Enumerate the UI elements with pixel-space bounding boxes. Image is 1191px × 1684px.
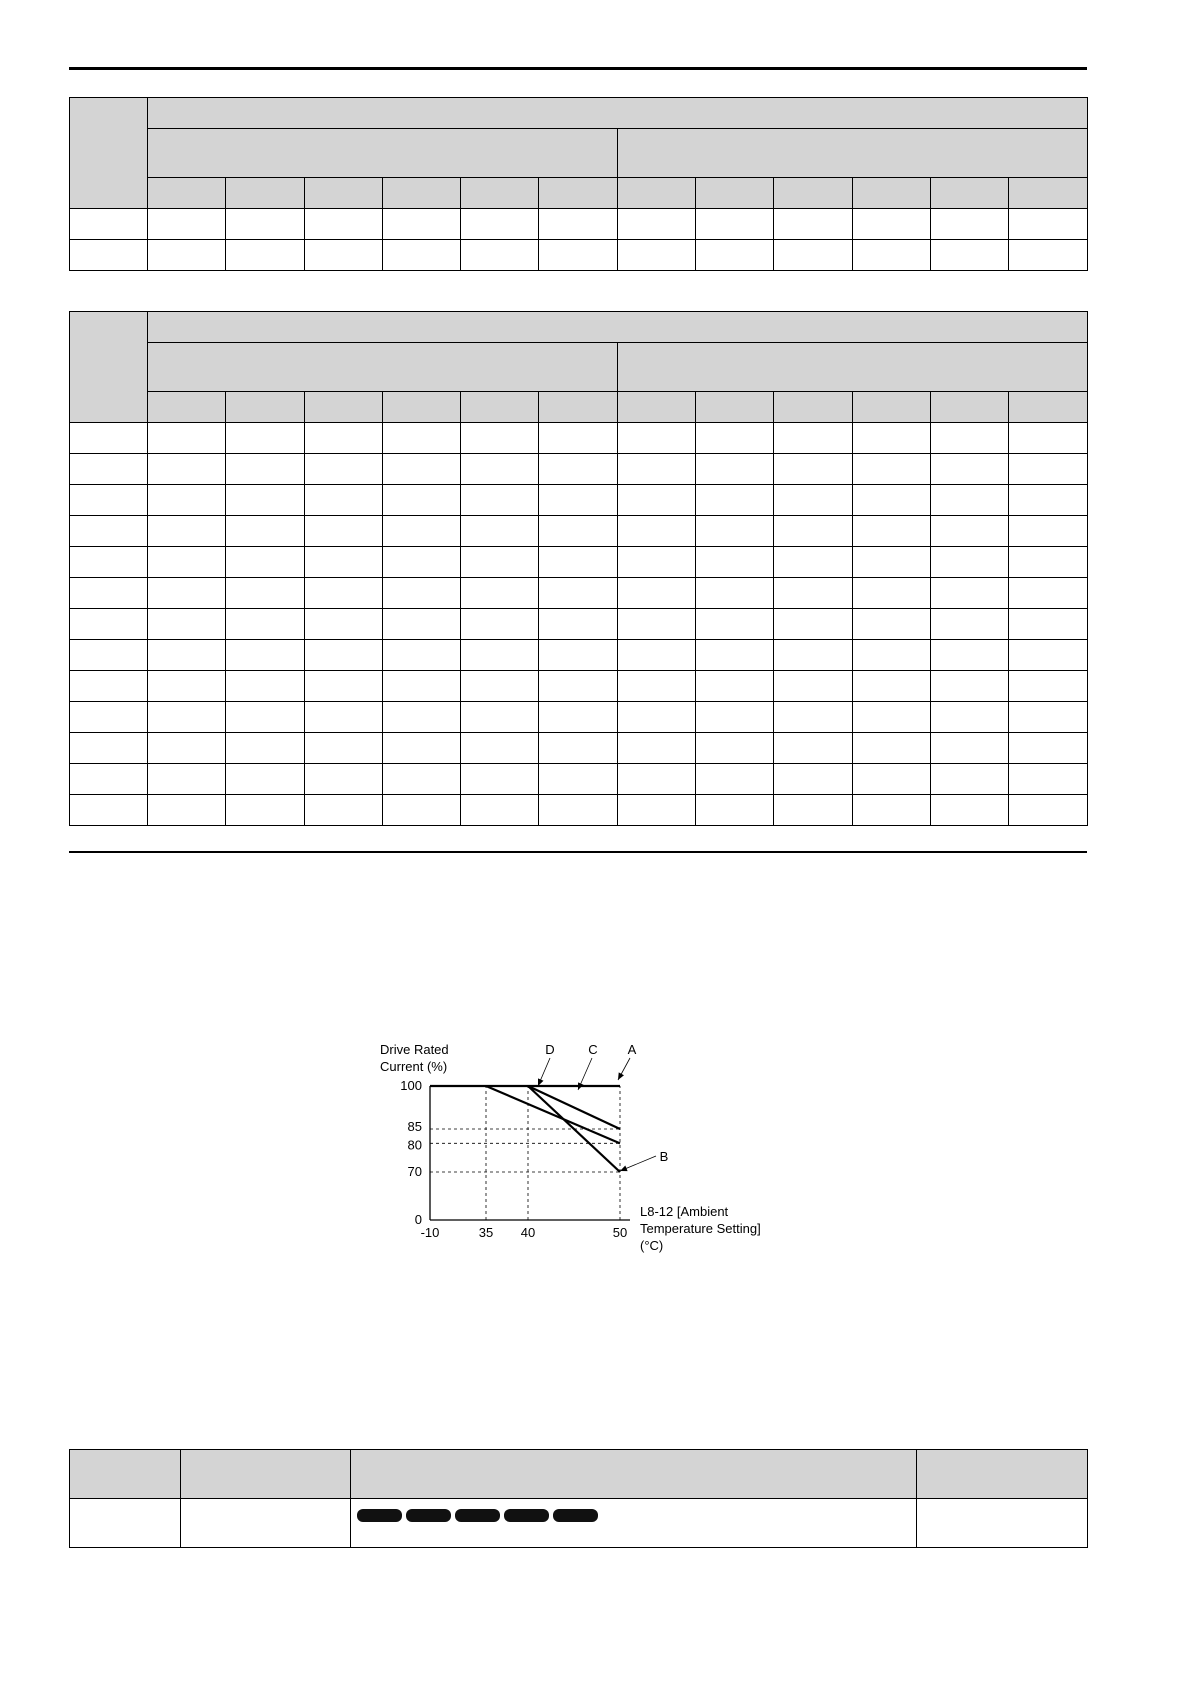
table-cell [148,485,226,516]
table-cell [382,516,460,547]
table-cell [304,516,382,547]
series-line-b [486,1086,620,1143]
table-cell [461,547,539,578]
callout-label-c: C [588,1042,598,1057]
column-header [226,178,304,209]
table-cell [382,485,460,516]
table-cell [70,240,148,271]
cell [181,1499,351,1548]
y-tick-label: 0 [414,1212,422,1227]
parameter-table-row [70,1499,1088,1548]
table-cell [382,609,460,640]
table-cell [930,795,1008,826]
table-cell [617,733,695,764]
table-cell [461,516,539,547]
table-cell [852,578,930,609]
table-cell [382,209,460,240]
table-cell [226,485,304,516]
control-mode-badge [455,1509,500,1522]
table-cell [930,671,1008,702]
table-cell [617,423,695,454]
cell [917,1499,1088,1548]
table-cell [539,795,617,826]
table-cell [852,423,930,454]
table-cell [539,423,617,454]
table-cell [461,702,539,733]
table-cell [148,733,226,764]
table-cell [226,454,304,485]
table-cell [539,609,617,640]
table-cell [304,733,382,764]
table-cell [148,516,226,547]
table-cell [696,454,774,485]
table-cell [304,795,382,826]
table-cell [226,423,304,454]
table-cell [539,209,617,240]
table-cell [696,578,774,609]
table-header-row-2 [70,343,1088,392]
table-cell [617,485,695,516]
table-cell [539,578,617,609]
control-mode-badge [504,1509,549,1522]
parameter-table [69,1449,1088,1548]
table-cell [617,516,695,547]
table-cell [852,485,930,516]
table-cell [852,209,930,240]
control-mode-badge [406,1509,451,1522]
table-row [70,485,1088,516]
table-cell [382,640,460,671]
y-tick-label: 80 [407,1137,422,1153]
y-axis-label: Drive Rated [380,1042,449,1057]
table-cell [461,454,539,485]
table-cell [930,485,1008,516]
subgroup-header [148,129,618,178]
top-rule [69,67,1087,70]
table-cell [1009,733,1087,764]
table-cell [461,795,539,826]
table-row [70,640,1088,671]
table-cell [696,671,774,702]
group-header [148,98,1088,129]
table-cell [70,609,148,640]
table-cell [148,423,226,454]
table-cell [461,671,539,702]
column-header [382,392,460,423]
table-cell [304,240,382,271]
column-header [852,392,930,423]
table-cell [461,485,539,516]
table-cell [1009,423,1087,454]
table-cell [539,733,617,764]
table-cell [774,733,852,764]
control-mode-badge [553,1509,598,1522]
table-cell [930,454,1008,485]
header-cell [917,1450,1088,1499]
group-header [148,312,1088,343]
column-header [696,178,774,209]
table-cell [774,795,852,826]
table-row [70,454,1088,485]
table-cell [696,240,774,271]
table-cell [852,516,930,547]
table-header-row-1 [70,98,1088,129]
table-cell [304,671,382,702]
column-header [617,178,695,209]
y-tick-label: 70 [407,1164,422,1179]
table-cell [148,454,226,485]
table-cell [70,516,148,547]
table-cell [930,209,1008,240]
table-header-row-1 [70,312,1088,343]
table-cell [70,702,148,733]
table-cell [852,640,930,671]
column-header [930,178,1008,209]
table-cell [1009,240,1087,271]
table-cell [774,547,852,578]
table-header-row-2 [70,129,1088,178]
table-cell [774,764,852,795]
table-cell [930,702,1008,733]
table-cell [774,240,852,271]
table-cell [852,795,930,826]
table-cell [930,423,1008,454]
table-cell [696,702,774,733]
table-cell [774,609,852,640]
table-cell [696,209,774,240]
table-row [70,733,1088,764]
table-row [70,764,1088,795]
header-cell [70,1450,181,1499]
callout-arrow [618,1072,624,1080]
table-cell [382,764,460,795]
table-cell [148,609,226,640]
table-cell [461,609,539,640]
table-cell [852,671,930,702]
column-header [617,392,695,423]
table-cell [617,795,695,826]
callout-label-b: B [659,1149,669,1164]
table-row [70,547,1088,578]
table-cell [461,640,539,671]
table-cell [148,764,226,795]
derating-chart [380,1040,800,1270]
x-tick-label: 50 [612,1225,628,1240]
table-cell [696,547,774,578]
table-cell [70,454,148,485]
table-cell [70,764,148,795]
table-cell [774,578,852,609]
table-row [70,516,1088,547]
table-cell [774,423,852,454]
table-row [70,240,1088,271]
table-cell [774,640,852,671]
table-cell [70,671,148,702]
table-cell [539,640,617,671]
column-header [148,392,226,423]
table-cell [226,795,304,826]
column-header [852,178,930,209]
table-cell [226,640,304,671]
table-cell [382,423,460,454]
table-cell [1009,209,1087,240]
spec-table-2 [69,311,1088,826]
table-cell [226,240,304,271]
table-cell [696,764,774,795]
table-row [70,423,1088,454]
table-row [70,795,1088,826]
table-cell [70,423,148,454]
y-tick-label: 85 [407,1119,422,1134]
table-cell [774,209,852,240]
table-cell [70,640,148,671]
table-cell [226,733,304,764]
table-cell [148,240,226,271]
table-cell [539,764,617,795]
x-tick-label: -10 [420,1225,440,1240]
column-header [382,178,460,209]
column-header [696,392,774,423]
column-header [774,178,852,209]
x-tick-label: 40 [520,1225,536,1240]
table-cell [539,547,617,578]
table-cell [930,733,1008,764]
table-cell [539,240,617,271]
table-cell [70,795,148,826]
table-cell [148,547,226,578]
table-row [70,578,1088,609]
table-cell [617,671,695,702]
table-cell [1009,578,1087,609]
column-header [304,178,382,209]
section-rule [69,851,1087,853]
subgroup-header [617,343,1087,392]
table-cell [304,454,382,485]
table-cell [696,423,774,454]
table-cell [1009,640,1087,671]
table-cell [1009,485,1087,516]
row-label-header [70,98,148,209]
table-cell [930,516,1008,547]
table-cell [774,485,852,516]
x-axis-label: (°C) [640,1238,664,1253]
table-cell [852,733,930,764]
table-cell [304,423,382,454]
table-cell [304,547,382,578]
table-cell [539,454,617,485]
table-header-row-3 [70,178,1088,209]
table-cell [539,516,617,547]
table-cell [617,640,695,671]
table-cell [617,764,695,795]
table-cell [461,209,539,240]
column-header [774,392,852,423]
table-cell [539,702,617,733]
table-cell [774,454,852,485]
table-cell [461,423,539,454]
table-cell [852,240,930,271]
table-cell [461,733,539,764]
table-cell [461,764,539,795]
callout-label-a: A [627,1042,637,1057]
table-cell [930,240,1008,271]
table-cell [617,578,695,609]
table-cell [617,240,695,271]
table-cell [617,609,695,640]
column-header [304,392,382,423]
table-cell [852,609,930,640]
table-cell [930,578,1008,609]
table-cell [852,454,930,485]
table-cell [148,671,226,702]
table-cell [930,764,1008,795]
table-cell [226,609,304,640]
table-cell [617,454,695,485]
table-row [70,209,1088,240]
column-header [1009,392,1087,423]
table-cell [1009,454,1087,485]
table-cell [852,702,930,733]
table-cell [539,485,617,516]
column-header [1009,178,1087,209]
column-header [539,178,617,209]
x-axis-label: Temperature Setting] [640,1221,761,1236]
table-cell [70,209,148,240]
table-cell [148,702,226,733]
table-cell [1009,547,1087,578]
table-cell [226,764,304,795]
table-cell [852,547,930,578]
table-cell [148,640,226,671]
table-cell [226,702,304,733]
subgroup-header [148,343,618,392]
table-cell [617,547,695,578]
table-cell [226,547,304,578]
table-cell [148,578,226,609]
table-cell [382,795,460,826]
table-cell [70,547,148,578]
control-mode-badges [351,1491,916,1539]
table-cell [148,209,226,240]
cell [70,1499,181,1548]
column-header [539,392,617,423]
column-header [461,178,539,209]
table-cell [70,485,148,516]
table-cell [539,671,617,702]
table-cell [930,609,1008,640]
table-header-row-3 [70,392,1088,423]
column-header [461,392,539,423]
table-cell [696,609,774,640]
table-cell [696,516,774,547]
spec-table-1 [69,97,1088,271]
table-cell [696,795,774,826]
table-cell [382,671,460,702]
table-cell [461,578,539,609]
table-cell [70,733,148,764]
column-header [930,392,1008,423]
subgroup-header [617,129,1087,178]
table-cell [382,578,460,609]
table-cell [226,671,304,702]
table-cell [226,209,304,240]
table-cell [382,454,460,485]
table-cell [774,516,852,547]
table-cell [930,640,1008,671]
table-cell [304,764,382,795]
row-label-header [70,312,148,423]
table-cell [304,640,382,671]
table-cell [226,516,304,547]
column-header [226,392,304,423]
callout-label-d: D [545,1042,555,1057]
y-axis-label: Current (%) [380,1059,448,1074]
x-tick-label: 35 [478,1225,494,1240]
table-cell [696,733,774,764]
table-cell [304,485,382,516]
table-cell [382,240,460,271]
table-cell [304,702,382,733]
table-cell [1009,516,1087,547]
table-cell [304,578,382,609]
table-cell [774,702,852,733]
table-row [70,702,1088,733]
table-cell [1009,764,1087,795]
table-cell [1009,609,1087,640]
x-axis-label: L8-12 [Ambient [640,1204,729,1219]
table-cell [696,485,774,516]
y-tick-label: 100 [400,1078,422,1093]
table-cell [852,764,930,795]
table-cell [70,578,148,609]
table-cell [617,209,695,240]
column-header [148,178,226,209]
header-cell [181,1450,351,1499]
table-cell [930,547,1008,578]
table-cell [696,640,774,671]
control-mode-badge [357,1509,402,1522]
table-cell [461,240,539,271]
table-cell [226,578,304,609]
table-cell [304,209,382,240]
table-cell [148,795,226,826]
table-cell [382,547,460,578]
table-row [70,609,1088,640]
table-cell [1009,795,1087,826]
table-cell [382,733,460,764]
table-cell [1009,671,1087,702]
table-cell [617,702,695,733]
table-cell [382,702,460,733]
cell-badges [351,1499,917,1548]
table-cell [774,671,852,702]
table-row [70,671,1088,702]
table-cell [1009,702,1087,733]
table-cell [304,609,382,640]
